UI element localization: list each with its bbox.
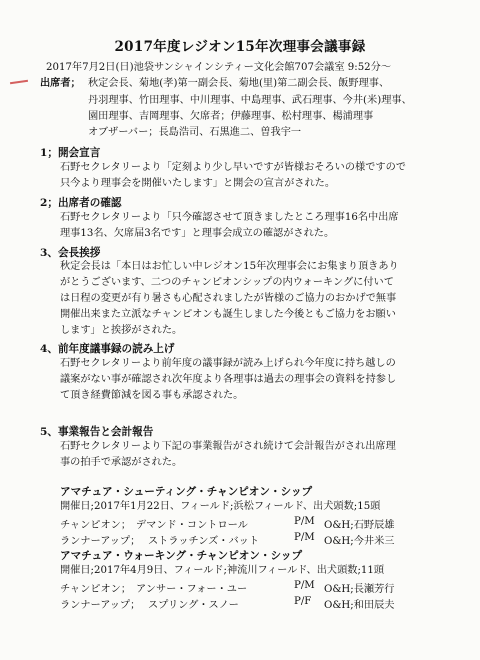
attendees-line: 秋定会長、菊地(孝)第一副会長、菊地(里)第二副会長、飯野理事、 [88, 78, 390, 89]
meeting-date-venue: 2017年7月2日(日)池袋サンシャインシティー文化会館707会議室 9:52分〜 [46, 62, 392, 73]
section-text: 石野セクレタリーより前年度の議事録が読み上げられ今年度に持ち越しの [60, 358, 396, 369]
attendees-line: 丹羽理事、竹田理事、中川理事、中島理事、武石理事、今井(米)理事、 [88, 95, 412, 106]
section-text: て頂き経費節減を図る事も承認された。 [60, 390, 244, 401]
document-title: 2017年度レジオン15年次理事会議事録 [114, 39, 366, 55]
observers-label: オブザーバー； [88, 127, 159, 138]
event-name: アマチュア・ウォーキング・チャンピオン・シップ [60, 550, 303, 562]
section-heading: 3、会長挨拶 [40, 247, 101, 259]
result-dog: デマンド・コントロール [136, 520, 248, 531]
observers-line [88, 126, 301, 139]
section-text: 石野セクレタリーより下記の事業報告がされ続けて会計報告がされ出席理 [60, 441, 396, 452]
section-text: がとうございます、二つのチャンピオンシップの内ウォーキングに付いて [60, 277, 394, 288]
result-sex: P/M [294, 516, 315, 527]
result-owner: O&H;今井米三 [324, 536, 395, 547]
result-owner: O&H;長瀬芳行 [324, 584, 395, 595]
result-role: チャンピオン； [60, 520, 132, 531]
result-sex: P/F [294, 596, 312, 607]
event-info: 開催日;2017年4月9日、フィールド;神流川フィールド、出犬頭数;11頭 [60, 565, 385, 576]
section-text: 開催出来また立派なチャンピオンも誕生しました今後ともご協力をお願い [60, 309, 396, 320]
section-heading: 5、事業報告と会計報告 [40, 426, 154, 438]
result-sex: P/M [294, 532, 315, 543]
event-info: 開催日;2017年1月22日、フィールド;浜松フィールド、出犬頭数;15頭 [60, 501, 381, 512]
section-text: 議案がない事が確認され次年度より各理事は過去の理事会の資料を持参し [60, 374, 397, 385]
result-owner: O&H;石野辰雄 [324, 520, 395, 531]
result-row [60, 580, 131, 595]
section-text: 事の拍手で承認がされた。 [60, 457, 183, 468]
result-role: ランナーアップ； [60, 536, 141, 547]
result-dog: アンサー・フォー・ユー [136, 584, 248, 595]
result-sex: P/M [294, 580, 315, 591]
red-pen-mark [10, 80, 28, 84]
section-text: 秋定会長は「本日はお忙しい中レジオン15年次理事会にお集まり頂きあり [60, 261, 399, 272]
attendees-line: 園田理事、吉岡理事、欠席者；伊藤理事、松村理事、楊浦理事 [88, 111, 374, 122]
result-row [60, 596, 140, 611]
attendees-label: 出席者； [40, 77, 81, 89]
section-text: は日程の変更が有り暑さも心配されましたが皆様のご協力のおかげで無事 [60, 293, 397, 304]
result-row [60, 516, 131, 531]
section-text: 理事13名、欠席届3名です」と理事会成立の確認がされた。 [60, 228, 335, 239]
result-dog: スプリング・スノー [148, 600, 239, 611]
section-text: 石野セクレタリーより「定刻より少し早いですが皆様おそろいの様ですので [60, 162, 406, 173]
result-dog: ストラッチンズ・バット [148, 536, 260, 547]
section-text: 石野セクレタリーより「只今確認させて頂きましたところ理事16名中出席 [60, 212, 399, 223]
result-role: ランナーアップ； [60, 600, 141, 611]
section-heading: 1；開会宣言 [40, 147, 101, 159]
result-role: チャンピオン； [60, 584, 132, 595]
section-heading: 2；出席者の確認 [40, 197, 122, 209]
section-heading: 4、前年度議事録の読み上げ [40, 343, 175, 355]
section-text: 只今より理事会を開催いたします」と開会の宣言がされた。 [60, 178, 336, 189]
event-name: アマチュア・シューティング・チャンピオン・シップ [60, 486, 313, 498]
observers-names: 長島浩司、石黒進二、曽我宇一 [158, 127, 302, 138]
result-owner: O&H;和田辰夫 [324, 600, 395, 611]
section-text: します」と挨拶がされた。 [60, 325, 183, 336]
result-row [60, 532, 140, 547]
